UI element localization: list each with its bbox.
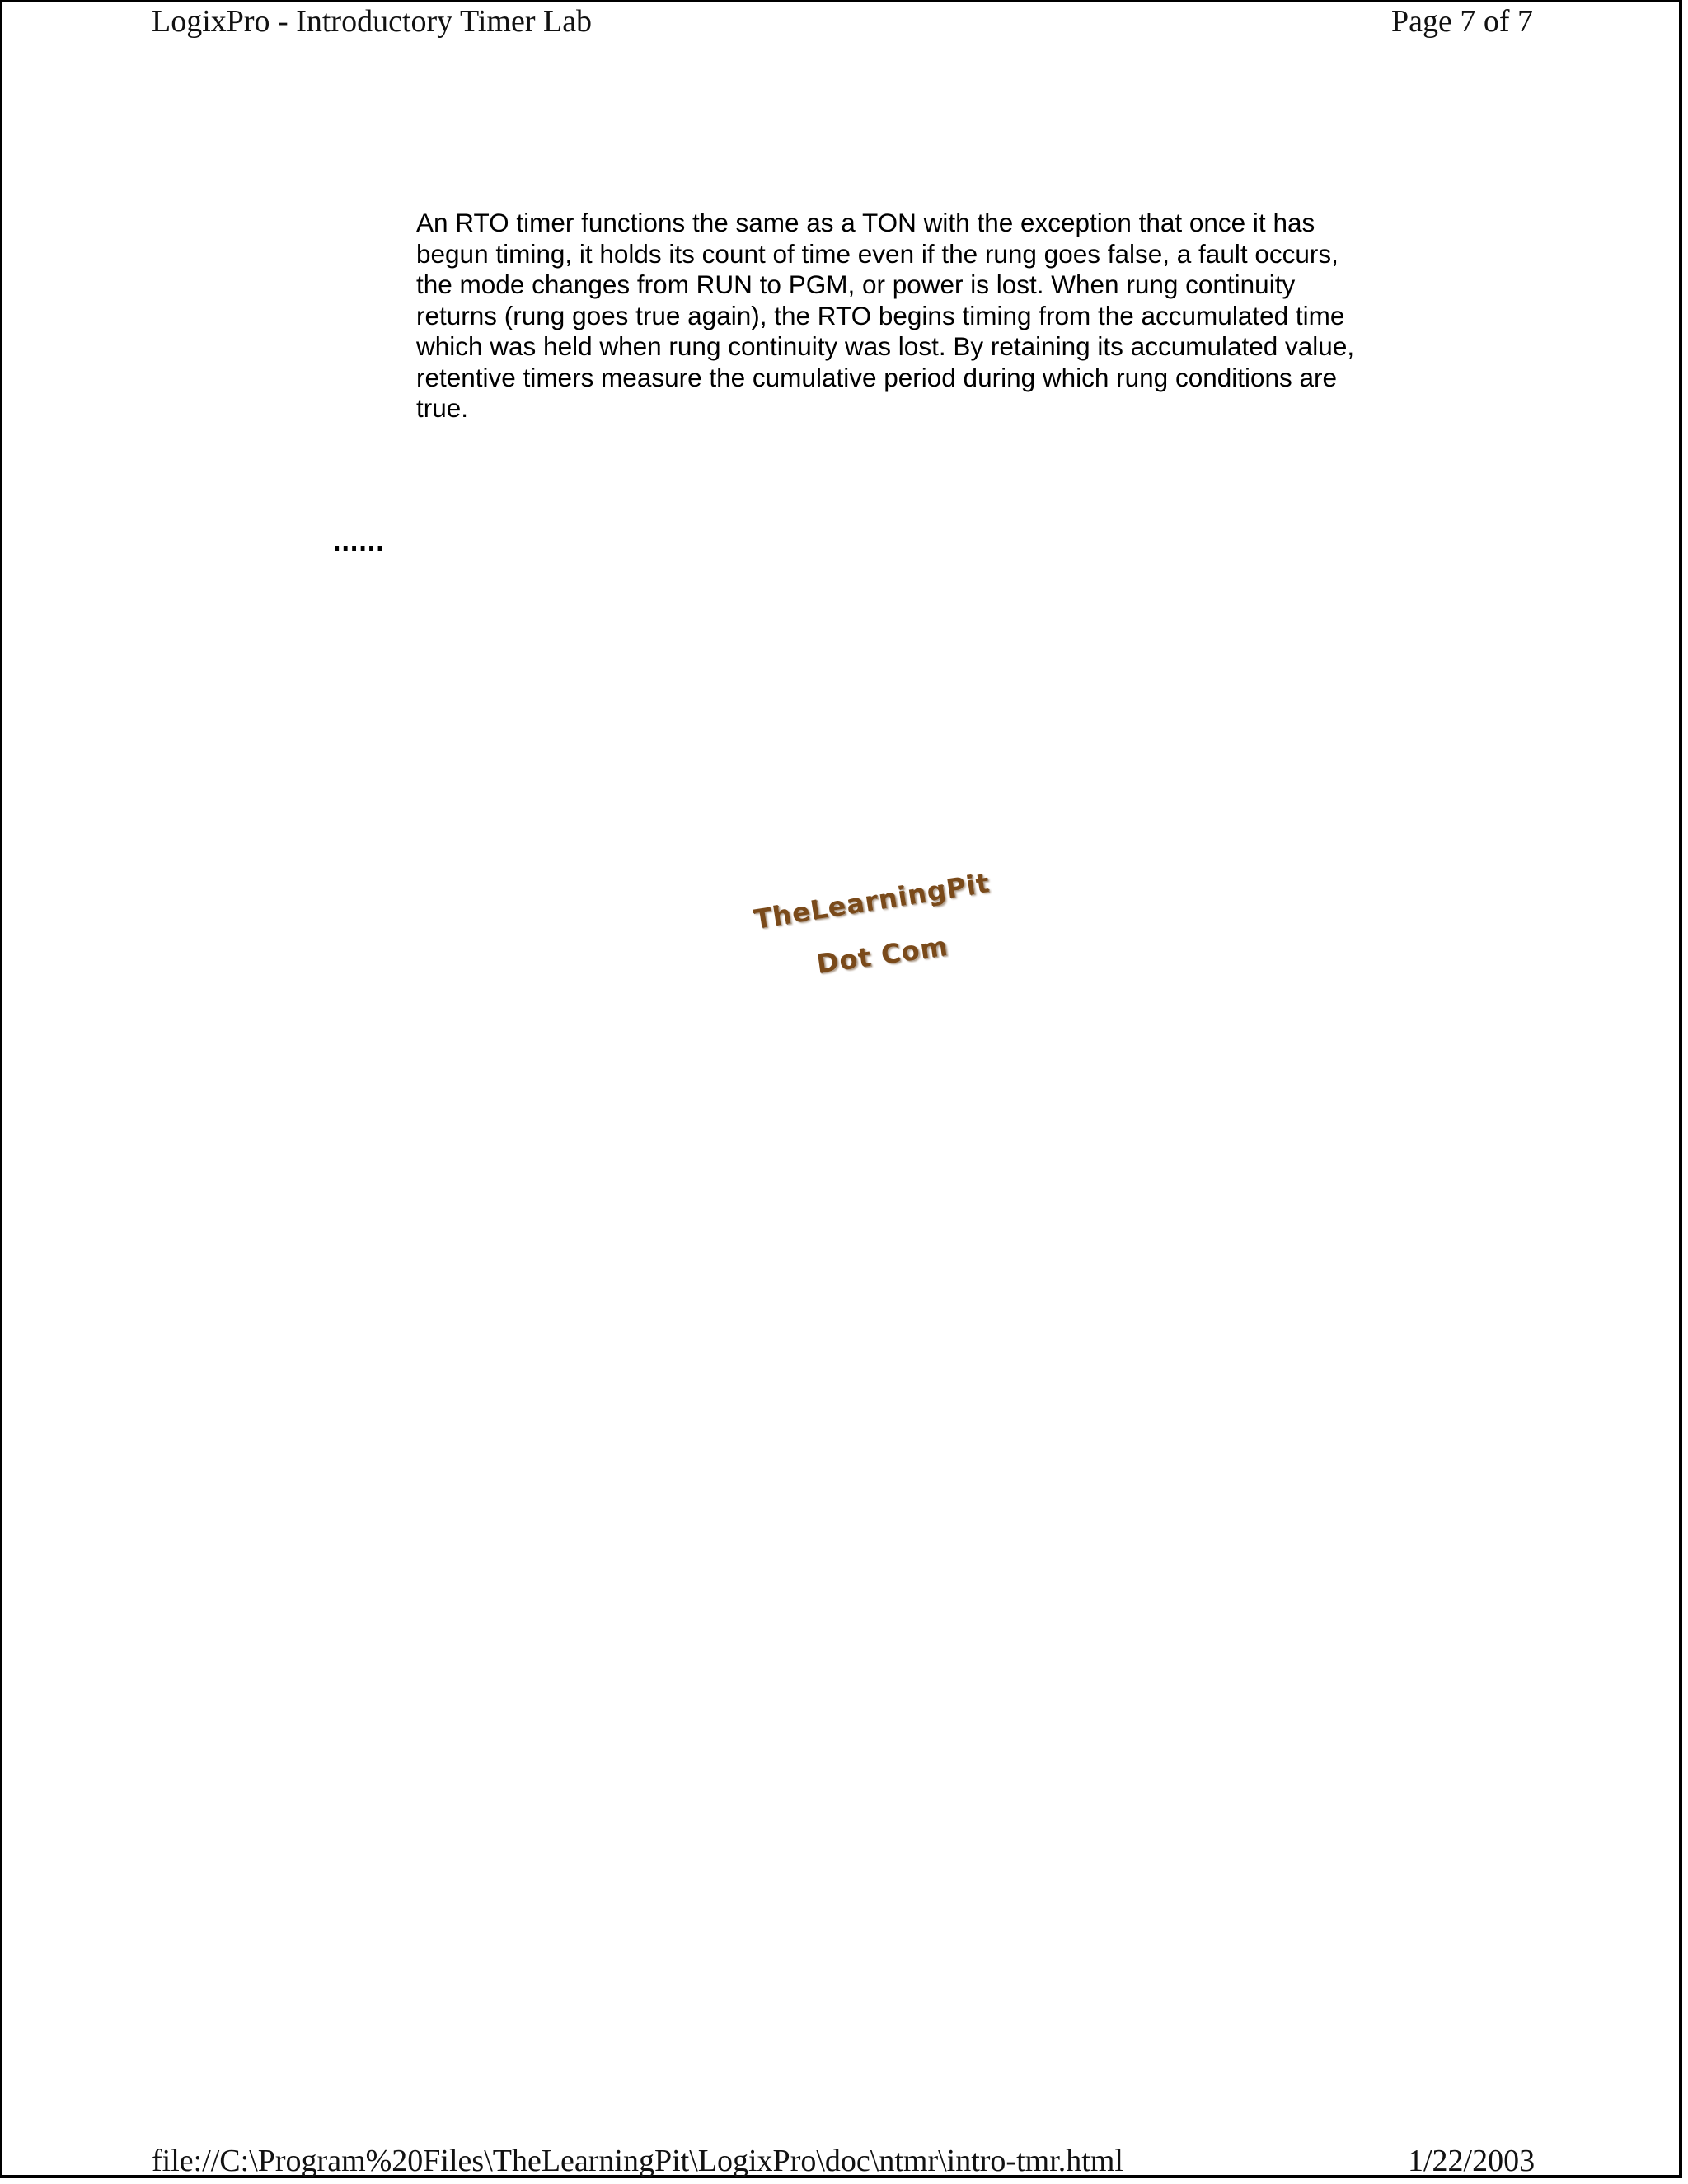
page-number: Page 7 of 7 [1391,4,1534,39]
paragraph-line: true. [416,393,469,423]
paragraph-line: begun timing, it holds its count of time even if the rung goes false, a fault occurs, [416,238,1339,269]
paragraph-line: An RTO timer functions the same as a TON with the exception that once it has [416,208,1315,237]
learningpit-logo [746,867,1018,1001]
footer-file-path: file://C:\Program%20Files\TheLearningPit\LogixPro\doc\ntmr\intro-tmr.html [152,2144,1123,2178]
footer-date: 1/22/2003 [1408,2144,1536,2178]
logo-text-line-1: TheLearningPit [752,867,992,935]
paragraph-line: returns (rung goes true again), the RTO begins timing from the accumulated time [416,300,1345,330]
paragraph-line: retentive timers measure the cumulative period during which rung conditions are [416,362,1338,392]
ellipsis-marker: ...... [333,526,385,557]
paragraph-line: the mode changes from RUN to PGM, or power is lost. When rung continuity [416,269,1296,299]
logo-text-line-2: Dot Com [814,930,950,980]
header-title: LogixPro - Introductory Timer Lab [152,4,593,39]
rto-paragraph [416,208,1438,424]
paragraph-line: which was held when rung continuity was lost. By retaining its accumulated value, [416,331,1355,361]
